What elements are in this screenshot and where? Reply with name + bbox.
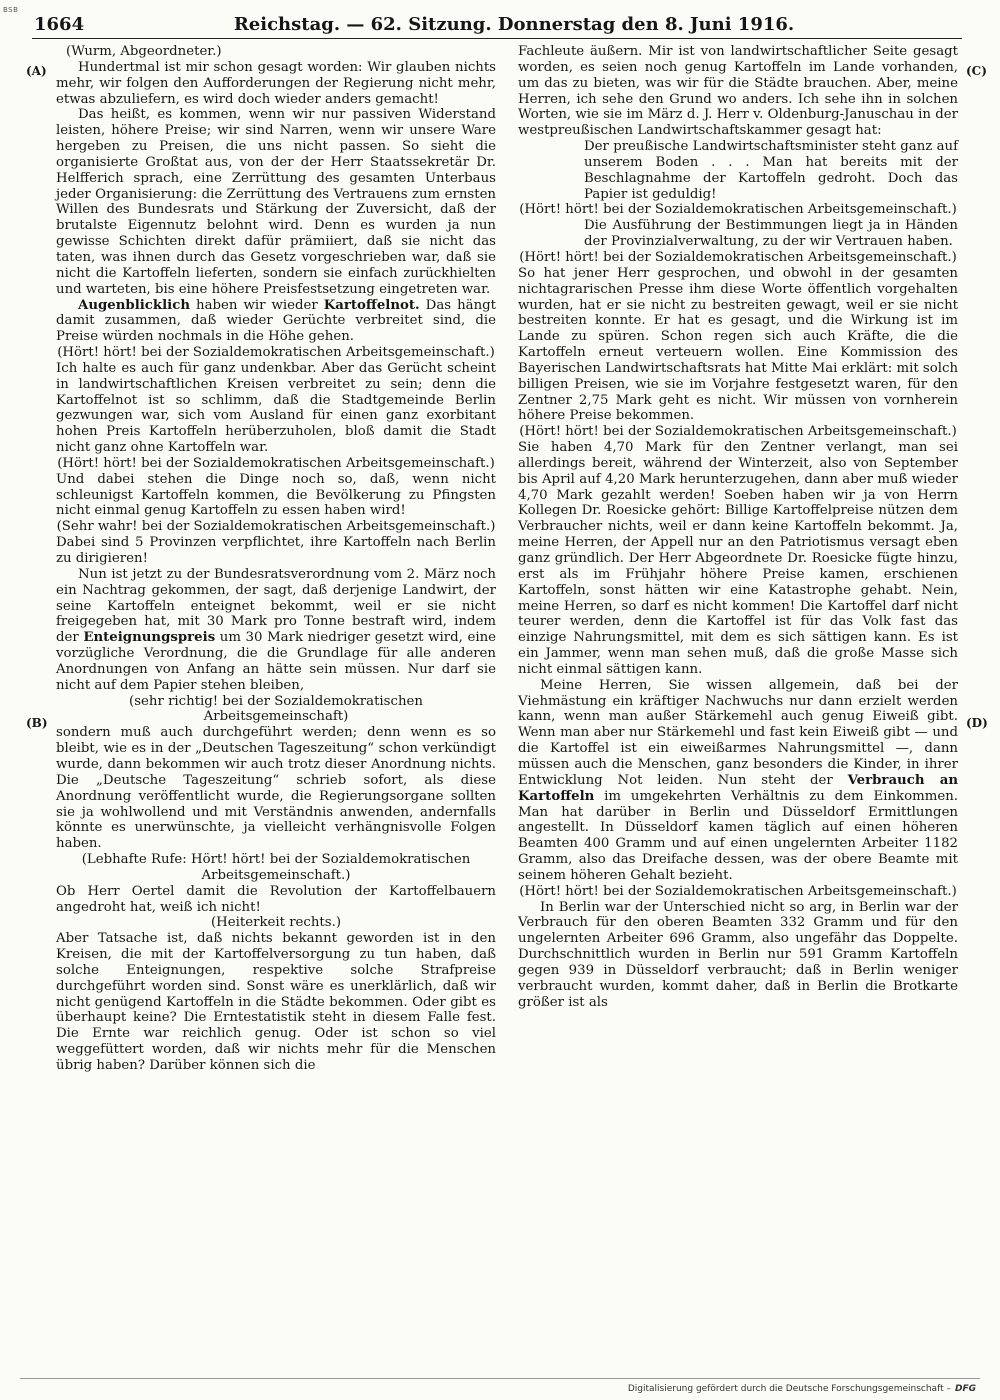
right-column — [518, 44, 958, 1010]
interjection: (Sehr wahr! bei der Sozialdemokratischen Arbeitsgemeinschaft.) — [56, 519, 496, 535]
interjection: (Hört! hört! bei der Sozialdemokratischen Arbeitsgemeinschaft.) — [519, 883, 957, 899]
paragraph: So hat jener Herr gesprochen, und obwohl in der gesamten nichtagrarischen Presse ihm diese Worte öffentlich vorgehalten wurden, hat er sie nicht zu bestreiten gewagt, weil er sie nicht bestreiten konnte. Er hat es gesagt, und die Wirkung ist im Lande zu spüren. Schon regen sich auch Kräfte, die die Kartoffeln erneut verteuern wollen. Eine Kommission des Bayerischen Landwirtschaftsrats hat Mitte Mai erklärt: mit solch billigen Preisen, wie sie im Vorjahre festgesetzt waren, für den Zentner 2,75 Mark geht es nicht. Wir müssen von vornherein höhere Preise bekommen. — [518, 265, 959, 424]
library-stamp: BSB — [3, 6, 19, 14]
paragraph: Sie haben 4,70 Mark für den Zentner verlangt, man sei allerdings bereit, während der Winterzeit, also von September bis April auf 4,20 Mark herunterzugehen, dann aber muß wieder 4,70 Mark gezahlt werden! Soeben haben wir ja von Herrn Kollegen Dr. Roesicke gehört: Billige Kartoffelpreise nützen dem Verbraucher nichts, weil er dann keine Kartoffeln bekommt. Ja, meine Herren, der Appell nur an den Patriotismus versagt eben ganz gründlich. Der Herr Abgeordnete Dr. Roesicke fügte hinzu, erst als im Frühjahr höhere Preise kamen, erschienen Kartoffeln, sonst hätten wir eine Katastrophe gehabt. Nein, meine Herren, so darf es nicht kommen! Die Kartoffel darf nicht teurer werden, denn die Kartoffel ist für das Volk fast das einzige Nahrungsmittel, mit dem es sich sättigen kann. Es ist ein Jammer, wenn man sehen muß, daß die große Masse sich nicht einmal sättigen kann. — [518, 440, 958, 677]
emphasis: Enteignungspreis — [83, 630, 216, 646]
margin-marker-c: (C) — [966, 64, 987, 78]
paragraph: Und dabei stehen die Dinge noch so, daß, wenn nicht schleunigst Kartoffeln kommen, die Bevölkerung zu Pfingsten nicht einmal genug Kartoffeln zu essen haben wird! — [56, 471, 496, 519]
emphasis: Verbrauch an Kartoffeln — [518, 772, 959, 804]
margin-marker-d: (D) — [966, 716, 988, 730]
paragraph: Ob Herr Oertel damit die Revolution der Kartoffelbauern angedroht hat, weiß ich nicht! — [56, 883, 496, 915]
paragraph: sondern muß auch durchgeführt werden; denn wenn es so bleibt, wie es in der „Deutschen Tageszeitung“ schon verkündigt wurde, dann bekommen wir auch trotz dieser Anordnung nichts. Die „Deutsche Tageszeitung“ schrieb sofort, als diese Anordnung veröffentlicht wurde, die Regierungsorgane sollten sie ja wohlwollend und mit Verständnis anwenden, andernfalls könnte es unerwünschte, ja vielleicht verhängnisvolle Folgen haben. — [56, 725, 496, 852]
speaker-label: (Wurm, Abgeordneter.) — [66, 44, 222, 59]
text-span: um 30 Mark niedriger gesetzt wird, eine vorzügliche Verordnung, die die Grundlage für alle anderen Anordnungen von Anfang an hätte sein müssen. Nur darf sie nicht auf dem Papier stehen bleiben, — [56, 630, 496, 693]
page-title: Reichstag. — 62. Sitzung. Donnerstag den 8. Juni 1916. — [233, 14, 795, 35]
quotation: Der preußische Landwirtschaftsminister steht ganz auf unserem Boden . . . Man hat bereits mit der Beschlagnahme der Kartoffeln gedroht. Doch das Papier ist geduldig! — [584, 139, 958, 202]
margin-marker-a: (A) — [26, 64, 47, 78]
footer — [628, 1384, 976, 1394]
emphasis: Augenblicklich — [78, 297, 190, 313]
margin-marker-b: (B) — [26, 716, 48, 730]
header-rule — [32, 38, 962, 39]
paragraph: Dabei sind 5 Provinzen verpflichtet, ihre Kartoffeln nach Berlin zu dirigieren! — [56, 535, 496, 566]
text-span: im umgekehrten Verhältnis zu dem Einkommen. Man hat darüber in Berlin und Düsseldorf Ermittlungen angestellt. In Düsseldorf kamen täglich auf einen höheren Beamten 400 Gramm und auf einen ungelernten Arbeiter 1182 Gramm, also das Dreifache dessen, was der obere Beamte mit seinem höheren Gehalt bezieht. — [518, 788, 958, 883]
paragraph — [56, 567, 496, 694]
paragraph — [56, 298, 496, 346]
interjection: (Hört! hört! bei der Sozialdemokratischen Arbeitsgemeinschaft.) — [519, 249, 957, 265]
interjection: (Hört! hört! bei der Sozialdemokratischen Arbeitsgemeinschaft.) — [57, 345, 495, 361]
emphasis: Kartoffelnot. — [323, 297, 420, 313]
paragraph: Aber Tatsache ist, daß nichts bekannt geworden ist in den Kreisen, die mit der Kartoffelversorgung zu tun haben, daß solche Enteignungen, respektive solche Strafpreise durchgeführt worden sind. Sonst wäre es unerklärlich, daß wir nicht genügend Kartoffeln in die Städte bekommen. Oder gibt es überhaupt keine? Die Erntestatistik steht in diesem Falle fest. Die Ernte war reichlich genug. Oder ist schon so viel weggefüttert worden, daß wir nichts mehr für die Menschen übrig haben? Darüber können sich die — [56, 931, 496, 1073]
interjection: (sehr richtig! bei der Sozialdemokratischen Arbeitsgemeinschaft) — [129, 693, 423, 725]
interjection: (Lebhafte Rufe: Hört! hört! bei der Sozialdemokratischen Arbeitsgemeinschaft.) — [81, 852, 471, 883]
interjection: (Hört! hört! bei der Sozialdemokratischen Arbeitsgemeinschaft.) — [519, 424, 957, 440]
quotation: Die Ausführung der Bestimmungen liegt ja in Händen der Provinzialverwaltung, zu der wir Vertrauen haben. — [584, 218, 958, 250]
text-span: Meine Herren, Sie wissen allgemein, daß bei der Viehmästung ein kräftiger Nachwuchs nur dann erzielt werden kann, wenn man außer Stärkemehl auch genug Eiweiß gibt. Wenn man aber nur Stärkemehl und fast kein Eiweiß gibt — und die Kartoffel ist ein eiweißarmes Nahrungsmittel —, dann müssen auch die Menschen, ganz besonders die Kinder, in ihrer Entwicklung Not leiden. Nun steht der — [518, 677, 958, 788]
paragraph — [518, 678, 958, 884]
interjection: (Hört! hört! bei der Sozialdemokratischen Arbeitsgemeinschaft.) — [519, 202, 957, 218]
paragraph: In Berlin war der Unterschied nicht so arg, in Berlin war der Verbrauch für den oberen Beamten 332 Gramm und für den ungelernten Arbeiter 696 Gramm, also ungefähr das Doppelte. Durchschnittlich wurden in Berlin nur 591 Gramm Kartoffeln gegen 939 in Düsseldorf verbraucht; daß in Berlin weniger verbraucht wurden, kommt daher, daß in Berlin die Brotkarte größer ist als — [518, 899, 958, 1010]
text-span: Nun ist jetzt zu der Bundesratsverordnung vom 2. März noch ein Nachtrag gekommen, der sagt, daß derjenige Landwirt, der seine Kartoffeln enteignet bekommt, weil er sie nicht freigegeben hat, mit 30 Mark pro Tonne bestraft wird, indem der — [56, 566, 496, 646]
dfg-logo: DFG — [954, 1384, 976, 1394]
paragraph: Fachleute äußern. Mir ist von landwirtschaftlicher Seite gesagt worden, es seien noch genug Kartoffeln im Lande vorhanden, um das zu bieten, was wir für die Städte brauchen. Aber, meine Herren, ich sehe den Grund wo anders. Ich sehe ihn in solchen Worten, wie sie im März d. J. Herr v. Oldenburg-Januschau in der westpreußischen Landwirtschaftskammer gesagt hat: — [518, 44, 958, 139]
text-span: haben wir wieder — [190, 297, 324, 313]
interjection: (Heiterkeit rechts.) — [210, 915, 342, 931]
paragraph: Das heißt, es kommen, wenn wir nur passiven Widerstand leisten, höhere Preise; wir sind Narren, wenn wir unsere Ware hergeben zu Preisen, die uns nicht passen. So sieht die organisierte Großtat aus, von der der Herr Staatssekretär Dr. Helfferich sprach, eine Zerrüttung des gesamten Unterbaus jeder Organisierung: die Zerrüttung des Vertrauens zum ernsten Willen des Bundesrats und Stärkung der Zuversicht, daß der brutalste Eigennutz belohnt wird. Denn es wurden ja nun gewisse Schichten direkt dafür prämiiert, daß sie nicht das taten, was ihnen durch das Gesetz vorgeschrieben war, daß sie nicht die Kartoffeln lieferten, sondern sie einfach zurückhielten und warteten, bis eine höhere Preisfestsetzung eingetreten war. — [56, 107, 496, 297]
paragraph: Ich halte es auch für ganz undenkbar. Aber das Gerücht scheint in landwirtschaftlichen Kreisen verbreitet zu sein; denn die Kartoffelnot ist so schlimm, daß die Stadtgemeinde Berlin gezwungen war, sich vom Ausland für einen ganz exorbitant hohen Preis Kartoffeln herüberzuholen, bloß damit die Stadt nicht ganz ohne Kartoffeln war. — [56, 360, 496, 456]
interjection: (Hört! hört! bei der Sozialdemokratischen Arbeitsgemeinschaft.) — [57, 455, 495, 471]
page-header — [22, 12, 966, 38]
left-column — [56, 44, 496, 1074]
footer-rule — [20, 1378, 980, 1379]
paragraph: Hundertmal ist mir schon gesagt worden: Wir glauben nichts mehr, wir folgen den Aufforderungen der Regierung nicht mehr, etwas abzuliefern, es wird doch wieder anders gemacht! — [56, 59, 496, 107]
page-number: 1664 — [34, 14, 85, 35]
text-span: Das hängt damit zusammen, daß wieder Gerüchte verbreitet sind, die Preise würden nochmals in die Höhe gehen. — [56, 297, 496, 345]
funding-note: Digitalisierung gefördert durch die Deutsche Forschungsgemeinschaft – — [627, 1384, 951, 1394]
